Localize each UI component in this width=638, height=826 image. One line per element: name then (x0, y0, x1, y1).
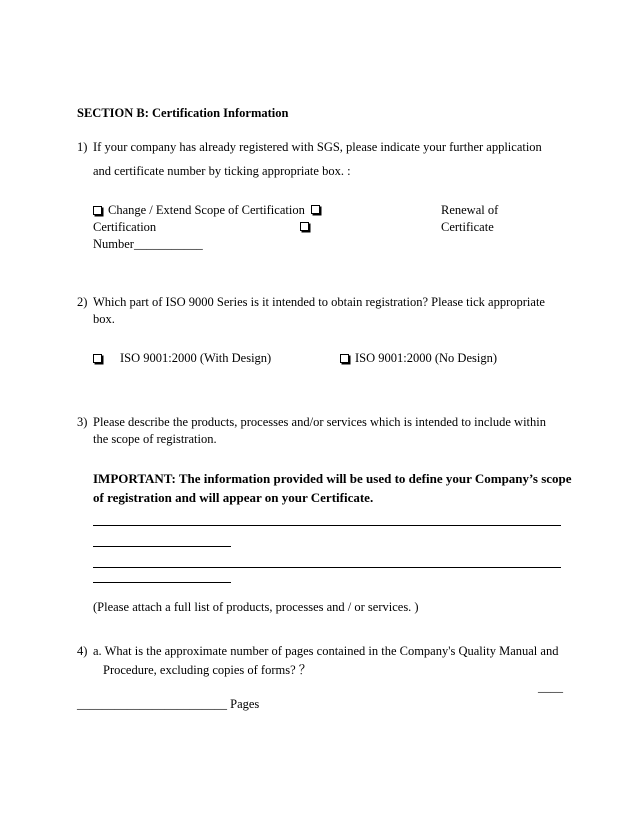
checkbox-with-design[interactable] (93, 354, 102, 363)
important-notice-line2: of registration and will appear on your Certificate. (93, 490, 374, 505)
description-line-2[interactable] (93, 567, 561, 568)
q1-option-change-extend[interactable] (93, 203, 305, 218)
q4-text-line1: a. What is the approximate number of pages contained in the Company's Quality Manual and (93, 644, 559, 658)
certification-word: Certification (93, 220, 157, 234)
pages-label: Pages (230, 697, 260, 711)
no-design-label: ISO 9001:2000 (No Design) (355, 351, 498, 365)
q3-text-line1: Please describe the products, processes and/or services which is intended to include within (93, 415, 547, 429)
important-notice-line1: IMPORTANT: The information provided will be used to define your Company’s scope (93, 471, 572, 486)
description-line-1[interactable] (93, 525, 561, 526)
q4-number: 4) (77, 644, 88, 658)
description-line-1-continuation[interactable] (93, 546, 231, 547)
q4-text-line2: Procedure, excluding copies of forms? ？ (103, 663, 312, 677)
change-extend-label: Change / Extend Scope of Certification (108, 203, 305, 217)
checkbox-no-design[interactable] (340, 354, 349, 363)
pages-blank-field[interactable]: ________________________ (77, 697, 227, 711)
q2-option-no-design[interactable] (340, 351, 497, 366)
q2-text-line2: box. (93, 312, 115, 326)
pages-blank-right[interactable]: ____ (538, 680, 563, 694)
with-design-label: ISO 9001:2000 (With Design) (120, 351, 272, 365)
q1-text-line1: If your company has already registered with SGS, please indicate your further application (93, 140, 542, 154)
checkbox-renewal[interactable] (300, 222, 309, 231)
checkbox-change-extend[interactable] (93, 206, 102, 215)
attach-list-note: (Please attach a full list of products, processes and / or services. ) (93, 600, 419, 614)
q2-text-line1: Which part of ISO 9000 Series is it intended to obtain registration? Please tick appropriate (93, 295, 545, 309)
checkbox-certification-end[interactable] (311, 205, 320, 214)
renewal-label: Renewal of (441, 203, 499, 217)
q1-text-line2: and certificate number by ticking appropriate box. : (93, 164, 351, 178)
pages-answer-row (77, 697, 259, 712)
q3-text-line2: the scope of registration. (93, 432, 217, 446)
certificate-word: Certificate (441, 220, 494, 234)
q2-number: 2) (77, 295, 88, 309)
q3-number: 3) (77, 415, 88, 429)
q2-option-with-design[interactable] (93, 351, 271, 366)
q1-number: 1) (77, 140, 88, 154)
section-title: SECTION B: Certification Information (77, 106, 289, 120)
certificate-number-field[interactable]: Number___________ (93, 237, 203, 251)
description-line-2-continuation[interactable] (93, 582, 231, 583)
